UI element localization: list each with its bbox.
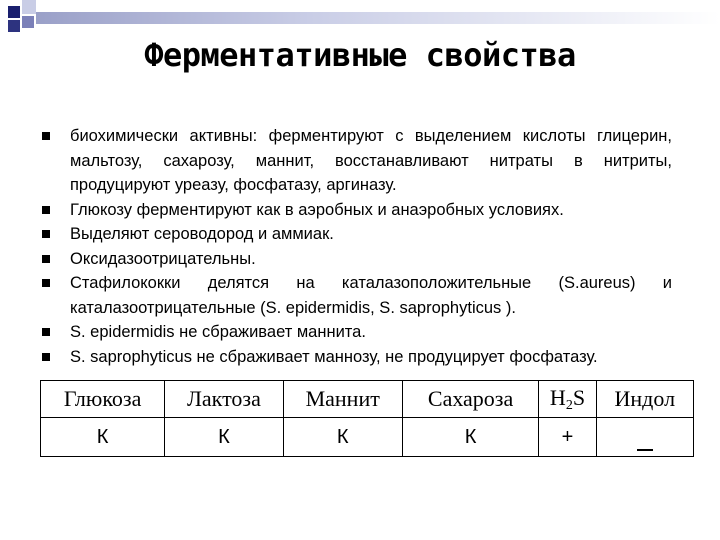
- square-bullet-icon: [42, 230, 50, 238]
- negative-dash-icon: [637, 449, 653, 451]
- bullet-item: [40, 271, 672, 320]
- cell-indole: [596, 418, 693, 457]
- header-lactose: Лактоза: [165, 381, 283, 418]
- header-h2s: [539, 381, 596, 418]
- bullet-list: [40, 124, 672, 369]
- bullet-item: [40, 320, 672, 345]
- deco-square-dark: [8, 6, 20, 18]
- header-mannitol: Маннит: [283, 381, 402, 418]
- cell-sucrose: К: [402, 418, 539, 457]
- bullet-item: [40, 198, 672, 223]
- slide-title: Ферментативные свойства: [144, 36, 576, 74]
- cell-glucose: К: [41, 418, 165, 457]
- header-glucose: Глюкоза: [41, 381, 165, 418]
- deco-square-light: [22, 0, 36, 14]
- square-bullet-icon: [42, 353, 50, 361]
- fermentation-table: [40, 380, 694, 457]
- cell-lactose: К: [165, 418, 283, 457]
- bullet-item: [40, 222, 672, 247]
- cell-h2s: +: [539, 418, 596, 457]
- deco-square-dark-2: [8, 20, 20, 32]
- bullet-text: Стафилококки делятся на каталазоположительные (S.aureus) и каталазоотрицательные (S. epidermidis, S. saprophyticus ).: [70, 274, 672, 317]
- bullet-item: [40, 124, 672, 198]
- bullet-text: Оксидазоотрицательны.: [70, 249, 256, 268]
- square-bullet-icon: [42, 328, 50, 336]
- bullet-text: S. epidermidis не сбраживает маннита.: [70, 323, 366, 341]
- table-header-row: [41, 381, 694, 418]
- square-bullet-icon: [42, 279, 50, 287]
- h2s-subscript: 2: [565, 397, 573, 413]
- bullet-item: [40, 345, 672, 370]
- square-bullet-icon: [42, 206, 50, 214]
- table-row: [41, 418, 694, 457]
- bullet-text: Выделяют сероводород и аммиак.: [70, 225, 334, 243]
- bullet-text: Глюкозу ферментируют как в аэробных и анаэробных условиях.: [70, 200, 564, 219]
- h2s-s: S: [572, 384, 586, 410]
- bullet-text: S. saprophyticus не сбраживает маннозу, не продуцирует фосфатазу.: [70, 347, 598, 366]
- square-bullet-icon: [42, 255, 50, 263]
- square-bullet-icon: [42, 132, 50, 140]
- top-decoration-bar: [36, 12, 720, 24]
- header-indole: Индол: [596, 381, 693, 418]
- bullet-text: биохимически активны: ферментируют с выделением кислоты глицерин, мальтозу, сахарозу, маннит, восстанавливают нитраты в нитриты, продуцируют уреазу, фосфатазу, аргиназу.: [70, 127, 672, 194]
- bullet-item: [40, 247, 672, 272]
- h2s-h: H: [549, 384, 566, 410]
- deco-square-mid: [22, 16, 34, 28]
- cell-mannitol: К: [283, 418, 402, 457]
- header-sucrose: Сахароза: [402, 381, 539, 418]
